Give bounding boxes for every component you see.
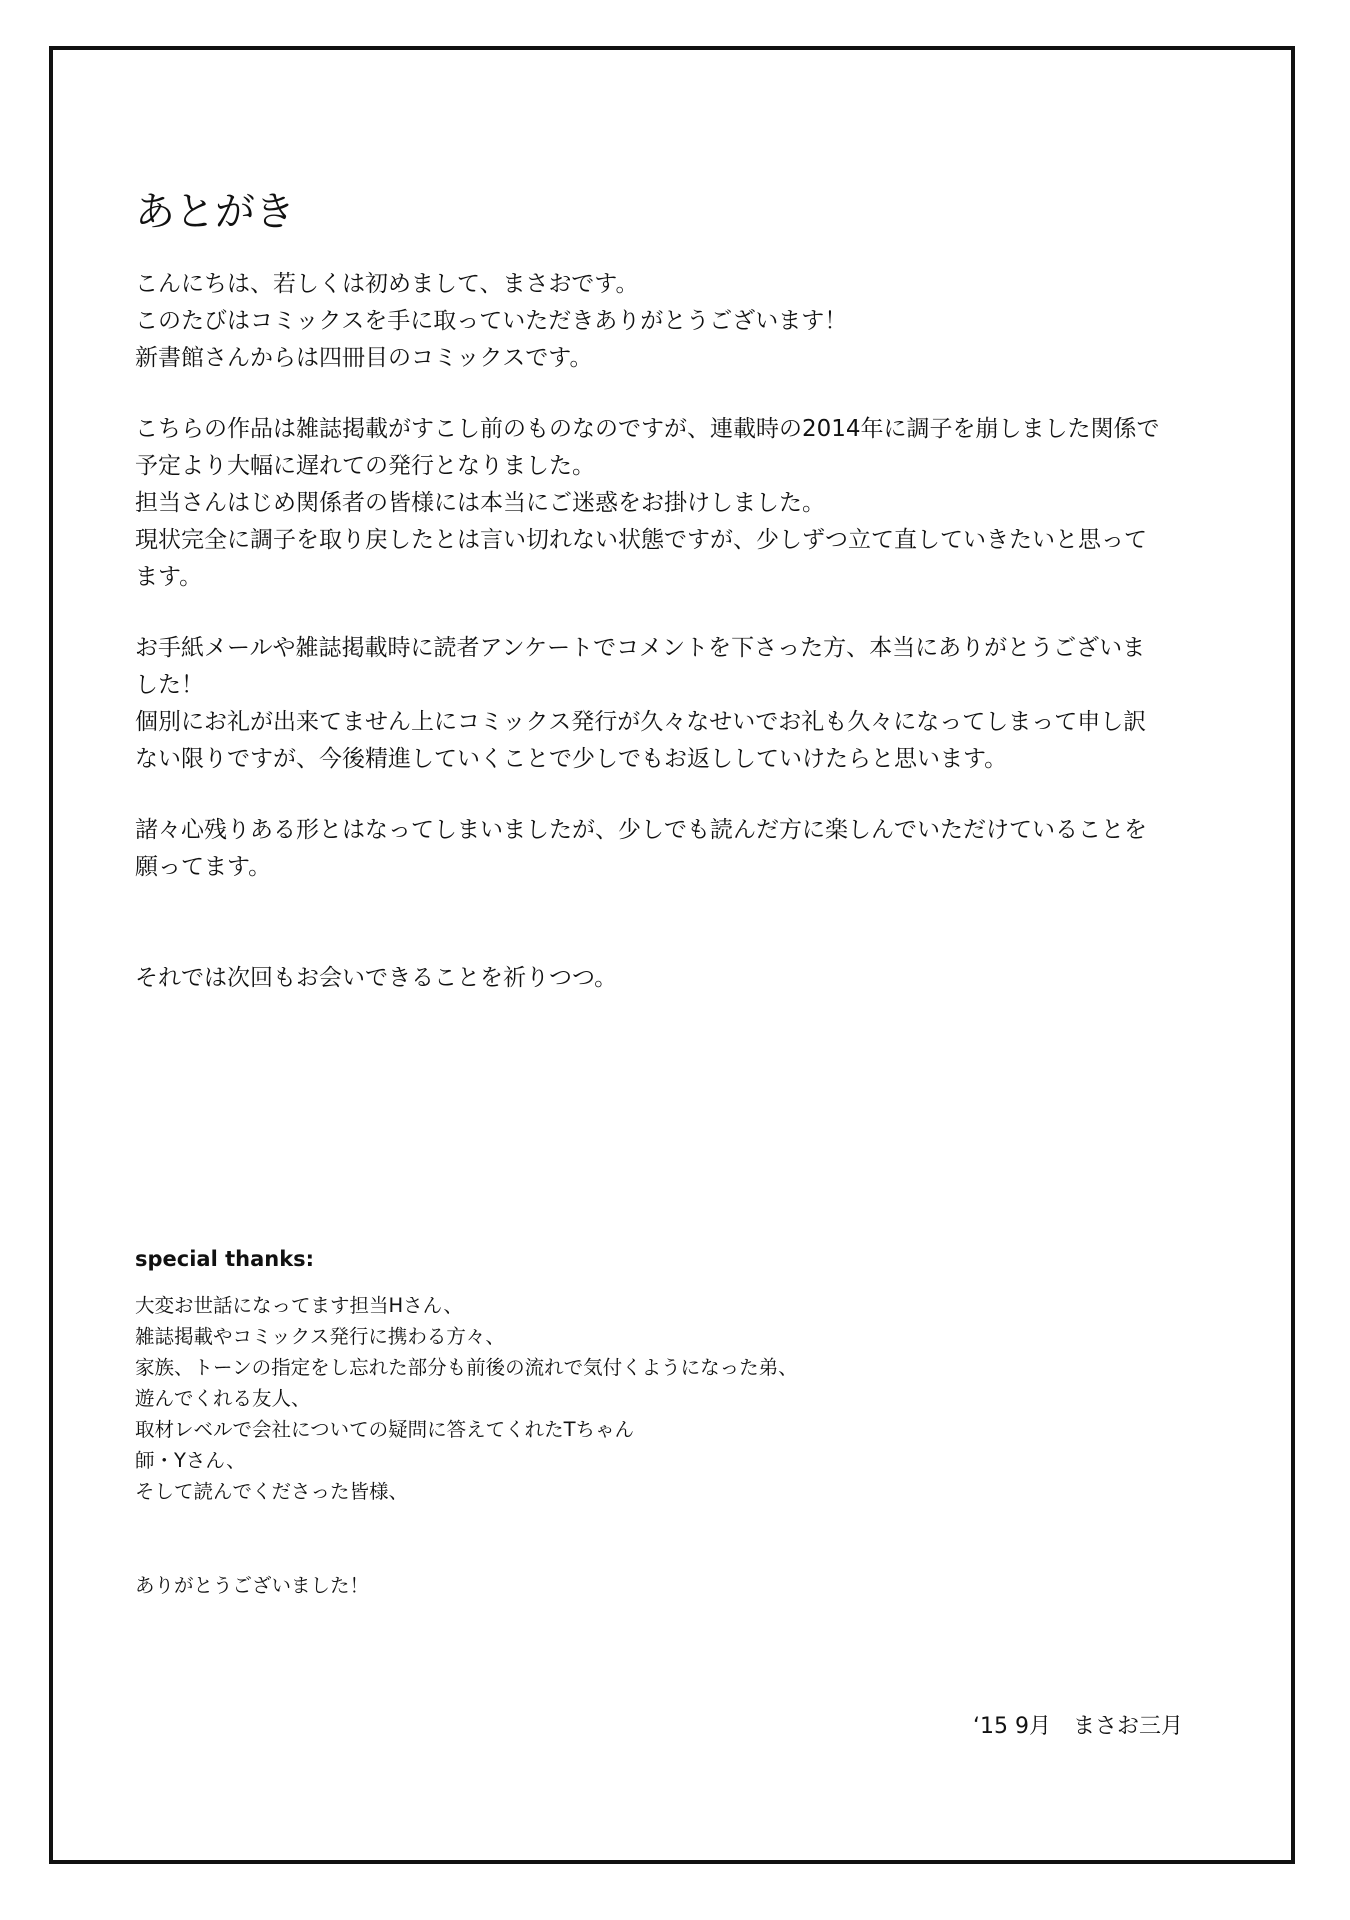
text-line: それでは次回もお会いできることを祈りつつ。: [135, 965, 618, 991]
text-line: このたびはコミックスを手に取っていただきありがとうございます！: [135, 308, 848, 334]
text-line: こちらの作品は雑誌掲載がすこし前のものなのですが、連載時の2014年に調子を崩しました関係で: [135, 416, 1160, 442]
text-line: ない限りですが、今後精進していくことで少しでもお返ししていけたらと思います。: [135, 746, 1008, 772]
text-line: 担当さんはじめ関係者の皆様には本当にご迷惑をお掛けしました。: [135, 490, 825, 516]
thanks-line: 師・Yさん、: [135, 1449, 246, 1472]
paragraph-letters: [135, 630, 1225, 778]
text-line: 個別にお礼が出来てません上にコミックス発行が久々なせいでお礼も久々になってしまって申し訳: [135, 709, 1147, 735]
thanks-line: 雑誌掲載やコミックス発行に携わる方々、: [135, 1325, 505, 1348]
text-line: 予定より大幅に遅れての発行となりました。: [135, 453, 595, 479]
thanks-line: 遊んでくれる友人、: [135, 1387, 311, 1410]
paragraph-delay: [135, 411, 1225, 596]
thanks-line: 取材レベルで会社についての疑問に答えてくれたTちゃん: [135, 1418, 635, 1441]
signature-date: ‘15 9月 まさお三月: [973, 1714, 1183, 1739]
special-thanks-heading: special thanks:: [135, 1247, 315, 1271]
thanks-line: そして読んでくださった皆様、: [135, 1480, 409, 1503]
thanks-line: 家族、トーンの指定をし忘れた部分も前後の流れで気付くようになった弟、: [135, 1356, 798, 1379]
page-title: あとがき: [135, 189, 295, 235]
text-line: 新書館さんからは四冊目のコミックスです。: [135, 345, 593, 371]
text-line: した！: [135, 672, 204, 698]
text-line: 願ってます。: [135, 854, 272, 880]
text-line: こんにちは、若しくは初めまして、まさおです。: [135, 271, 639, 297]
thanks-line: 大変お世話になってます担当Hさん、: [135, 1294, 463, 1317]
paragraph-greeting: [135, 266, 1225, 377]
text-line: 現状完全に調子を取り戻したとは言い切れない状態ですが、少しずつ立て直していきたいと思って: [135, 527, 1147, 553]
closing-line: ありがとうございました！: [135, 1574, 370, 1597]
thanks-closing: [135, 1570, 1135, 1601]
text-line: お手紙メールや雑誌掲載時に読者アンケートでコメントを下さった方、本当にありがとうございま: [135, 635, 1146, 661]
special-thanks-list: [135, 1290, 1135, 1507]
paragraph-regrets: [135, 812, 1225, 886]
text-line: ます。: [135, 564, 203, 590]
paragraph-farewell: [135, 960, 1225, 997]
text-line: 諸々心残りある形とはなってしまいましたが、少しでも読んだ方に楽しんでいただけていることを: [135, 817, 1147, 843]
